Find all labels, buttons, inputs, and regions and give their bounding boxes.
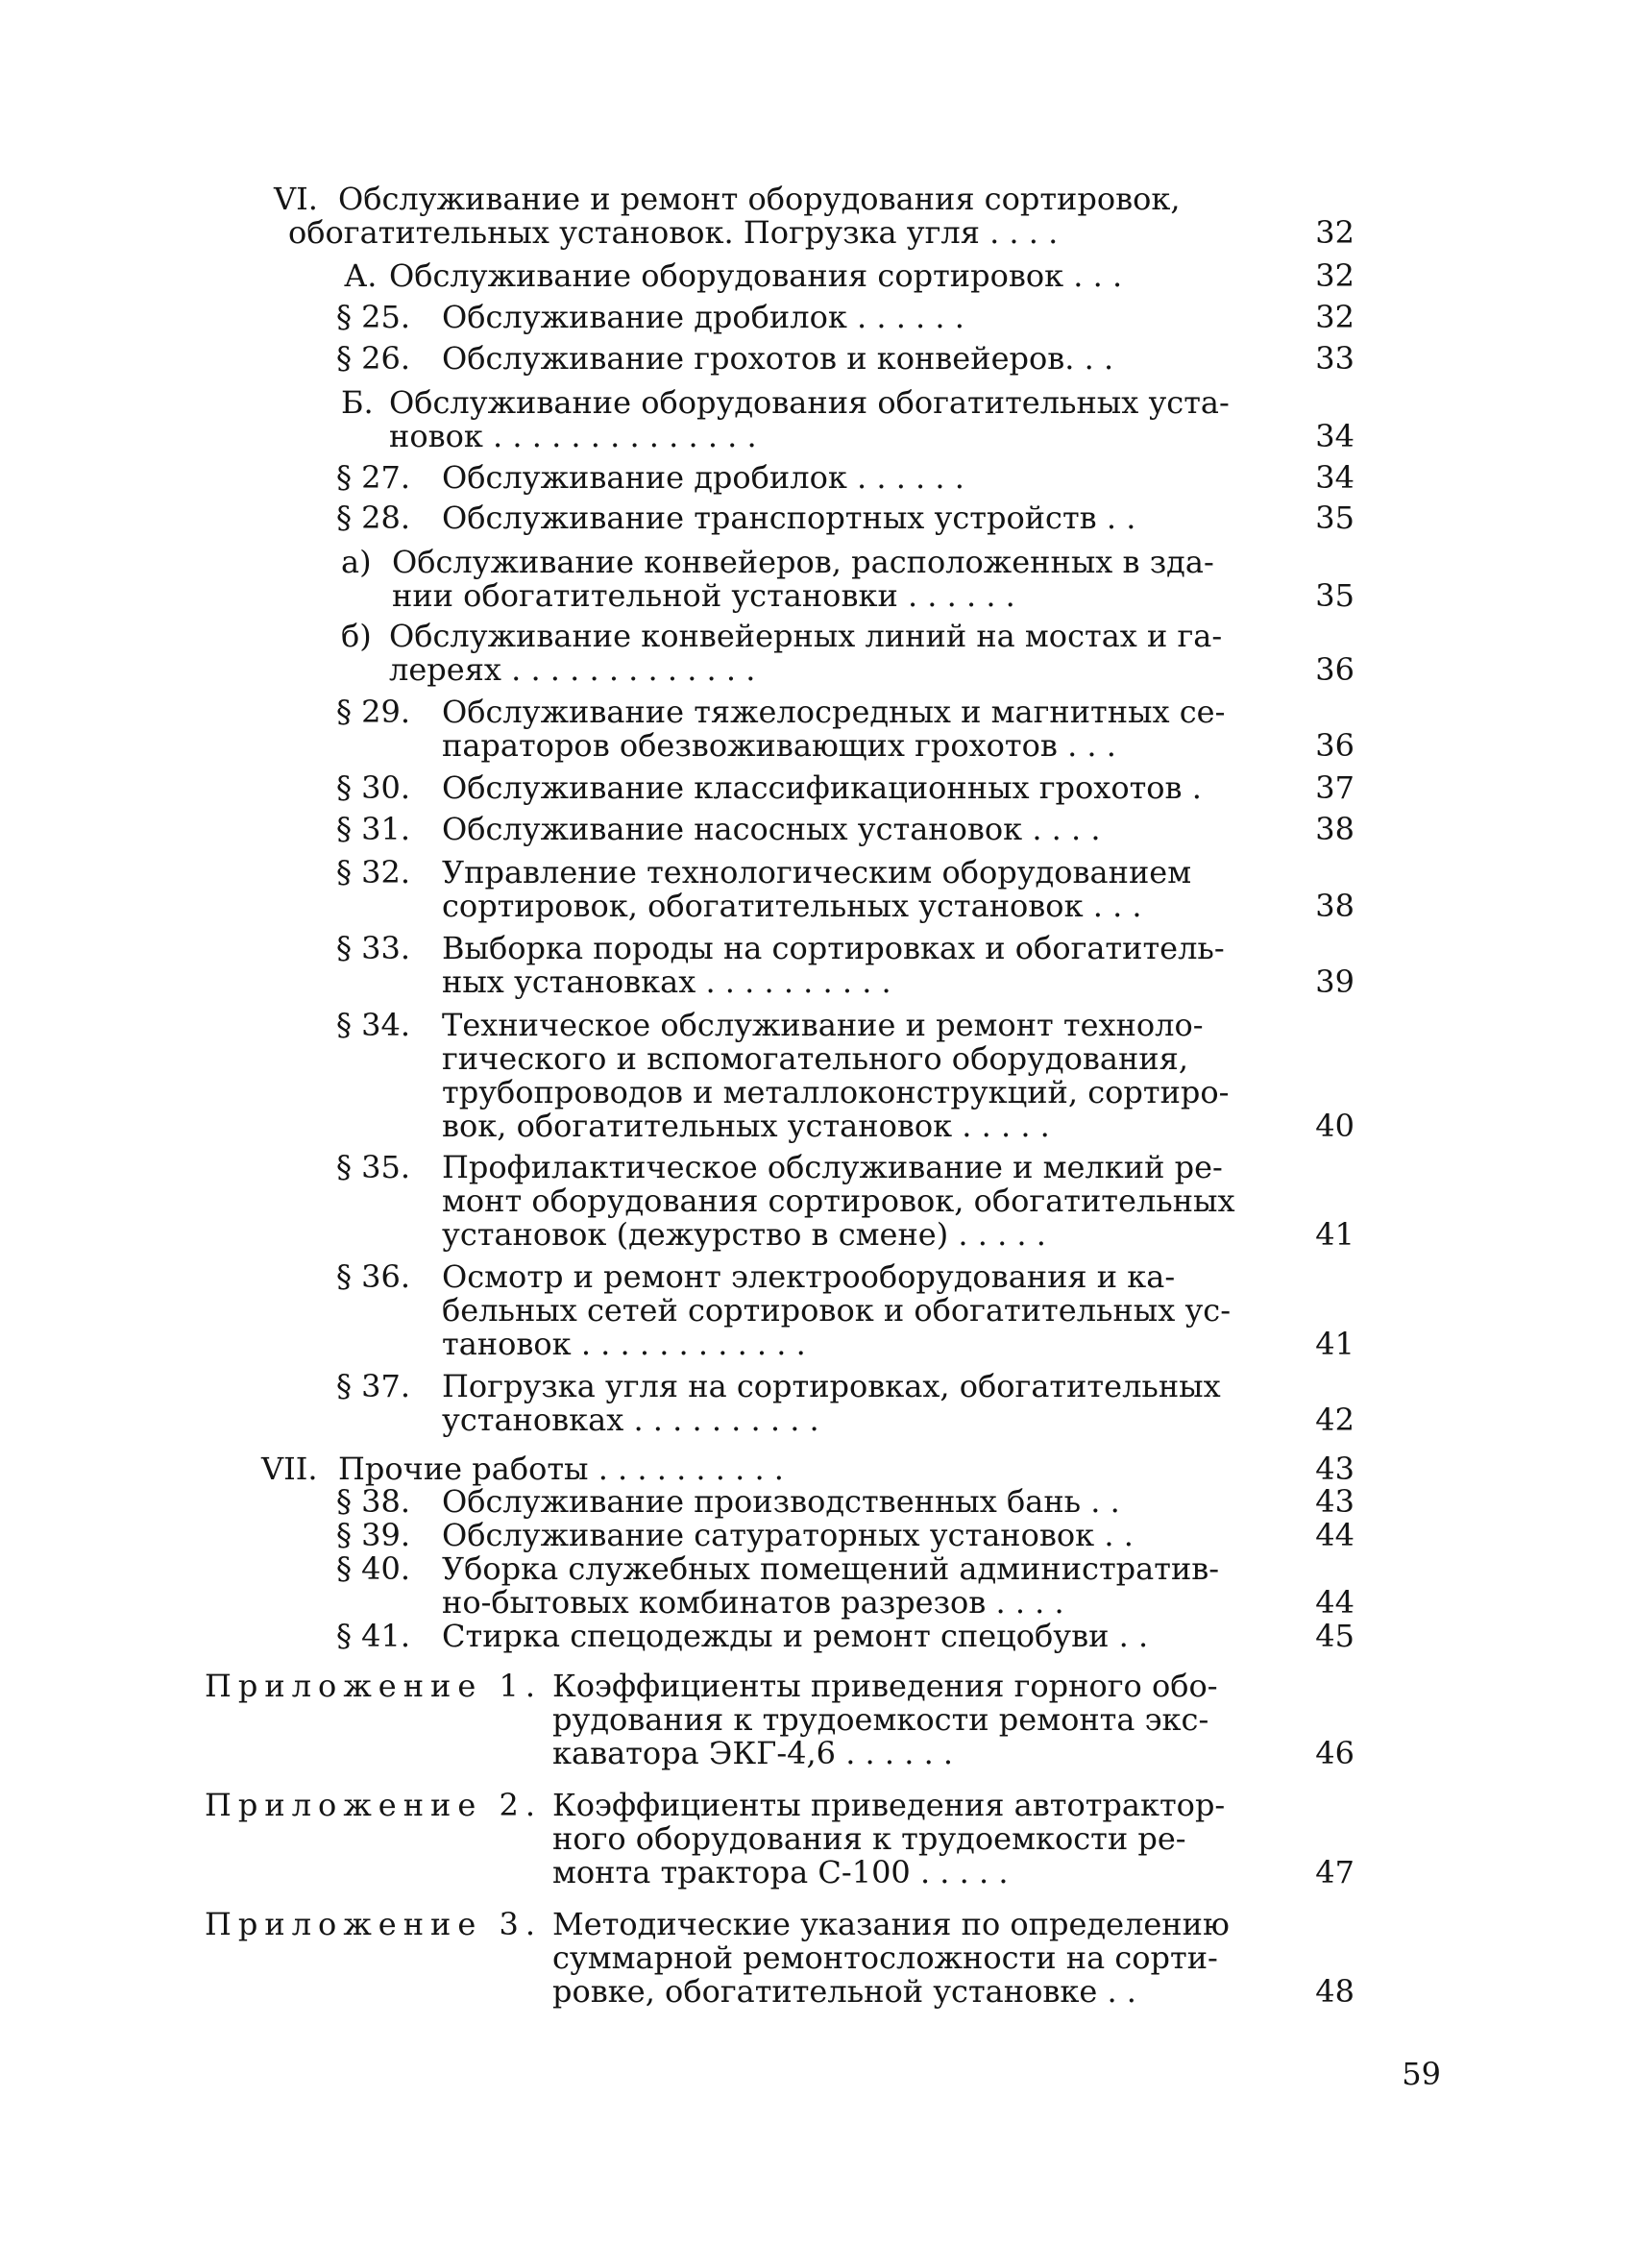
entry-page-number: 44 <box>1315 1517 1354 1553</box>
entry-title-line: гического и вспомогательного оборудования, <box>442 1040 1188 1077</box>
entry-marker: § 36. <box>336 1258 411 1295</box>
entry-title-line: Обслуживание тяжелосредных и магнитных се- <box>442 694 1226 730</box>
entry-title-line: Методические указания по определению <box>552 1906 1230 1942</box>
entry-marker: § 40. <box>336 1550 411 1587</box>
entry-page-number: 43 <box>1315 1483 1354 1520</box>
entry-title-line: обогатительных установок. Погрузка угля . . . . <box>288 214 1059 251</box>
entry-page-number: 37 <box>1315 769 1354 806</box>
entry-page-number: 32 <box>1315 299 1354 335</box>
entry-title-line: Обслуживание дробилок . . . . . . <box>442 299 964 335</box>
entry-page-number: 34 <box>1315 459 1354 496</box>
toc-entry-paragraph-29 <box>0 695 1635 763</box>
entry-title-line: Обслуживание и ремонт оборудования сортировок, <box>338 181 1181 217</box>
entry-page-number: 46 <box>1315 1735 1354 1771</box>
entry-title-line: Выборка породы на сортировках и обогатитель- <box>442 930 1225 966</box>
entry-title-line: Обслуживание конвейерных линий на мостах и га- <box>389 618 1223 654</box>
entry-page-number: 38 <box>1315 888 1354 924</box>
entry-title-line: Обслуживание классификационных грохотов . <box>442 769 1202 806</box>
entry-marker: § 41. <box>336 1618 411 1654</box>
entry-marker: § 38. <box>336 1483 411 1520</box>
entry-title-line: Профилактическое обслуживание и мелкий ре- <box>442 1149 1223 1185</box>
entry-title-line: ных установках . . . . . . . . . . <box>442 963 891 1000</box>
entry-marker: § 27. <box>336 459 411 496</box>
entry-page-number: 42 <box>1315 1402 1354 1438</box>
entry-title-line: установках . . . . . . . . . . <box>442 1402 819 1438</box>
entry-marker: Приложение 2. <box>205 1787 542 1823</box>
entry-title-line: параторов обезвоживающих грохотов . . . <box>442 727 1116 764</box>
entry-marker: § 34. <box>336 1007 411 1043</box>
entry-title-line: суммарной ремонтосложности на сорти- <box>552 1939 1218 1976</box>
toc-entry-paragraph-36 <box>0 1260 1635 1361</box>
entry-title-line: Обслуживание транспортных устройств . . <box>442 500 1136 536</box>
entry-marker: § 30. <box>336 769 411 806</box>
entry-title-line: Обслуживание дробилок . . . . . . <box>442 459 964 496</box>
toc-entry-section-7 <box>0 1452 1635 1486</box>
entry-title-line: Обслуживание насосных установок . . . . <box>442 811 1101 847</box>
entry-title-line: Техническое обслуживание и ремонт техноло- <box>442 1007 1204 1043</box>
entry-marker: а) <box>341 544 372 580</box>
entry-page-number: 32 <box>1315 214 1354 251</box>
entry-marker: б) <box>341 618 372 654</box>
entry-marker: § 39. <box>336 1517 411 1553</box>
entry-title-line: Погрузка угля на сортировках, обогатительных <box>442 1368 1221 1404</box>
entry-title-line: Управление технологическим оборудованием <box>442 854 1192 890</box>
entry-title-line: монта трактора С-100 . . . . . <box>552 1854 1009 1890</box>
entry-page-number: 43 <box>1315 1451 1354 1487</box>
entry-marker: Б. <box>341 384 374 421</box>
entry-title-line: тановок . . . . . . . . . . . . <box>442 1326 806 1362</box>
toc-entry-section-6 <box>0 183 1635 250</box>
entry-page-number: 36 <box>1315 727 1354 764</box>
toc-entry-appendix-1 <box>0 1670 1635 1770</box>
entry-title-line: Коэффициенты приведения автотрактор- <box>552 1787 1226 1823</box>
entry-page-number: 35 <box>1315 577 1354 614</box>
toc-entry-paragraph-30 <box>0 771 1635 805</box>
entry-marker: А. <box>344 257 378 294</box>
toc-entry-item-b <box>0 620 1635 687</box>
entry-title-line: сортировок, обогатительных установок . . . <box>442 888 1142 924</box>
entry-marker: Приложение 3. <box>205 1906 542 1942</box>
toc-entry-appendix-3 <box>0 1908 1635 2009</box>
toc-entry-paragraph-38 <box>0 1485 1635 1519</box>
entry-marker: VI. <box>274 181 318 217</box>
entry-marker: § 29. <box>336 694 411 730</box>
entry-page-number: 47 <box>1315 1854 1354 1890</box>
entry-title-line: ровке, обогатительной установке . . <box>552 1973 1136 2010</box>
toc-entry-paragraph-40 <box>0 1552 1635 1620</box>
toc-entry-paragraph-34 <box>0 1009 1635 1143</box>
entry-title-line: рудования к трудоемкости ремонта экс- <box>552 1701 1209 1738</box>
entry-marker: § 32. <box>336 854 411 890</box>
entry-title-line: ного оборудования к трудоемкости ре- <box>552 1820 1186 1857</box>
entry-title-line: установок (дежурство в смене) . . . . . <box>442 1216 1046 1253</box>
toc-entry-paragraph-31 <box>0 813 1635 846</box>
entry-page-number: 41 <box>1315 1326 1354 1362</box>
toc-entry-paragraph-28 <box>0 501 1635 535</box>
entry-title-line: трубопроводов и металлоконструкций, сортиро- <box>442 1074 1230 1110</box>
entry-marker: § 28. <box>336 500 411 536</box>
entry-page-number: 39 <box>1315 963 1354 1000</box>
entry-page-number: 33 <box>1315 340 1354 377</box>
entry-title-line: Обслуживание оборудования сортировок . . . <box>389 257 1123 294</box>
entry-page-number: 38 <box>1315 811 1354 847</box>
entry-marker: Приложение 1. <box>205 1668 542 1704</box>
toc-entry-paragraph-35 <box>0 1151 1635 1252</box>
toc-entry-paragraph-27 <box>0 461 1635 495</box>
entry-title-line: новок . . . . . . . . . . . . . . <box>389 418 757 454</box>
entry-page-number: 41 <box>1315 1216 1354 1253</box>
page-number: 59 <box>1402 2056 1441 2092</box>
toc-entry-paragraph-33 <box>0 932 1635 999</box>
entry-marker: § 26. <box>336 340 411 377</box>
toc-entry-paragraph-37 <box>0 1370 1635 1437</box>
toc-entry-subsection-a <box>0 259 1635 293</box>
entry-title-line: Стирка спецодежды и ремонт спецобуви . . <box>442 1618 1149 1654</box>
entry-marker: § 35. <box>336 1149 411 1185</box>
entry-title-line: но-бытовых комбинатов разрезов . . . . <box>442 1584 1064 1621</box>
entry-marker: VII. <box>261 1451 318 1487</box>
entry-title-line: Обслуживание оборудования обогатительных уста- <box>389 384 1230 421</box>
entry-title-line: Обслуживание сатураторных установок . . <box>442 1517 1134 1553</box>
entry-title-line: Прочие работы . . . . . . . . . . <box>338 1451 784 1487</box>
entry-page-number: 45 <box>1315 1618 1354 1654</box>
toc-entry-paragraph-25 <box>0 301 1635 334</box>
entry-title-line: нии обогатительной установки . . . . . . <box>392 577 1015 614</box>
toc-entry-paragraph-26 <box>0 342 1635 376</box>
toc-entry-subsection-b <box>0 386 1635 453</box>
entry-page-number: 40 <box>1315 1108 1354 1144</box>
entry-marker: § 31. <box>336 811 411 847</box>
entry-title-line: монт оборудования сортировок, обогатительных <box>442 1183 1235 1219</box>
entry-title-line: Обслуживание производственных бань . . <box>442 1483 1120 1520</box>
toc-entry-paragraph-41 <box>0 1620 1635 1653</box>
entry-title-line: каватора ЭКГ-4,6 . . . . . . <box>552 1735 954 1771</box>
toc-entry-appendix-2 <box>0 1789 1635 1890</box>
entry-title-line: Осмотр и ремонт электрооборудования и ка- <box>442 1258 1176 1295</box>
entry-title-line: лереях . . . . . . . . . . . . . <box>389 651 756 688</box>
entry-marker: § 25. <box>336 299 411 335</box>
toc-entry-paragraph-32 <box>0 856 1635 923</box>
entry-page-number: 36 <box>1315 651 1354 688</box>
entry-page-number: 34 <box>1315 418 1354 454</box>
entry-page-number: 44 <box>1315 1584 1354 1621</box>
entry-marker: § 37. <box>336 1368 411 1404</box>
entry-title-line: Обслуживание конвейеров, расположенных в зда- <box>392 544 1214 580</box>
entry-marker: § 33. <box>336 930 411 966</box>
entry-title-line: Уборка служебных помещений административ- <box>442 1550 1220 1587</box>
entry-title-line: Обслуживание грохотов и конвейеров. . . <box>442 340 1114 377</box>
entry-page-number: 35 <box>1315 500 1354 536</box>
entry-page-number: 48 <box>1315 1973 1354 2010</box>
entry-title-line: вок, обогатительных установок . . . . . <box>442 1108 1050 1144</box>
entry-page-number: 32 <box>1315 257 1354 294</box>
entry-title-line: Коэффициенты приведения горного обо- <box>552 1668 1218 1704</box>
toc-entry-paragraph-39 <box>0 1519 1635 1552</box>
toc-entry-item-a <box>0 546 1635 613</box>
entry-title-line: бельных сетей сортировок и обогатительных ус- <box>442 1292 1232 1329</box>
